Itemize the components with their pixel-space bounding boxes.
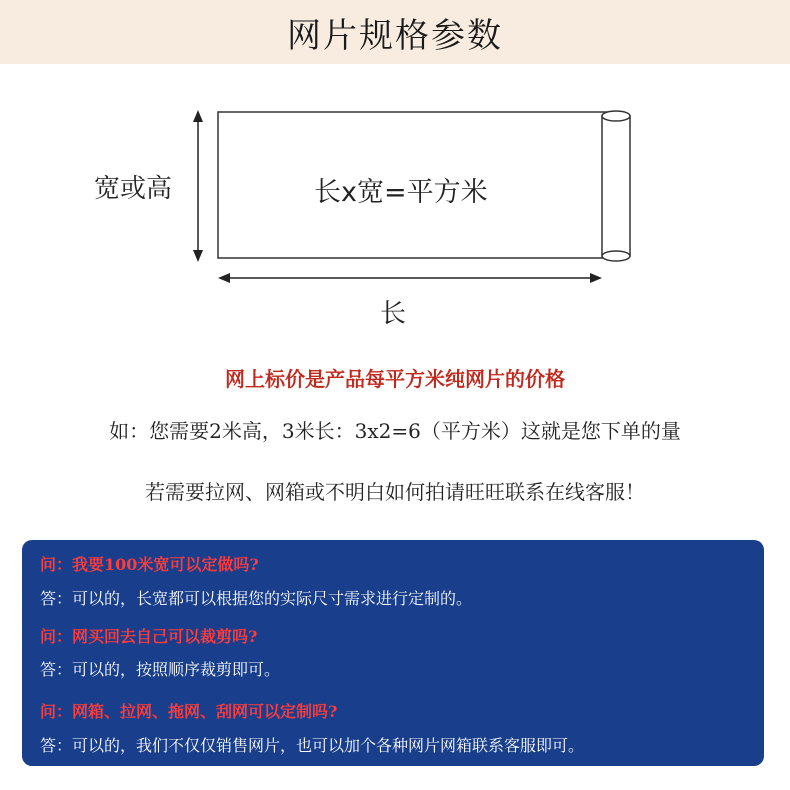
faq-answer-text: 答：可以的，长宽都可以根据您的实际尺寸需求进行定制的。: [40, 588, 473, 608]
faq-answer-2: [40, 653, 755, 683]
header-banner: [0, 0, 790, 64]
net-size-diagram: [0, 64, 790, 344]
order-example: 如：您需要2米高，3米长：3x2=6（平方米）这就是您下单的量: [109, 419, 681, 443]
height-label: 宽或高: [94, 174, 173, 204]
contact-note: 若需要拉网、网箱或不明白如何拍请旺旺联系在线客服！: [145, 480, 645, 504]
faq-question-3: [40, 695, 755, 725]
length-arrow: [218, 273, 602, 283]
net-roll-cylinder: [602, 111, 630, 261]
page-title: 网片规格参数: [287, 15, 503, 56]
faq-question-text: 问：我要100米宽可以定做吗?: [40, 554, 259, 574]
price-note: 网上标价是产品每平方米纯网片的价格: [225, 367, 565, 391]
faq-question-text: 问：网买回去自己可以裁剪吗?: [40, 626, 258, 646]
length-label: 长: [380, 299, 407, 329]
faq-panel: [22, 540, 764, 766]
height-arrow: [193, 110, 203, 262]
faq-question-1: [40, 548, 755, 578]
faq-question-text: 问：网箱、拉网、拖网、刮网可以定制吗?: [40, 701, 338, 721]
area-formula: 长x宽=平方米: [314, 177, 488, 208]
faq-answer-3: [40, 729, 755, 759]
faq-question-2: [40, 620, 755, 650]
faq-answer-text: 答：可以的，我们不仅仅销售网片，也可以加个各种网片网箱联系客服即可。: [40, 735, 585, 755]
faq-answer-text: 答：可以的，按照顺序裁剪即可。: [40, 659, 281, 679]
faq-answer-1: [40, 582, 755, 612]
